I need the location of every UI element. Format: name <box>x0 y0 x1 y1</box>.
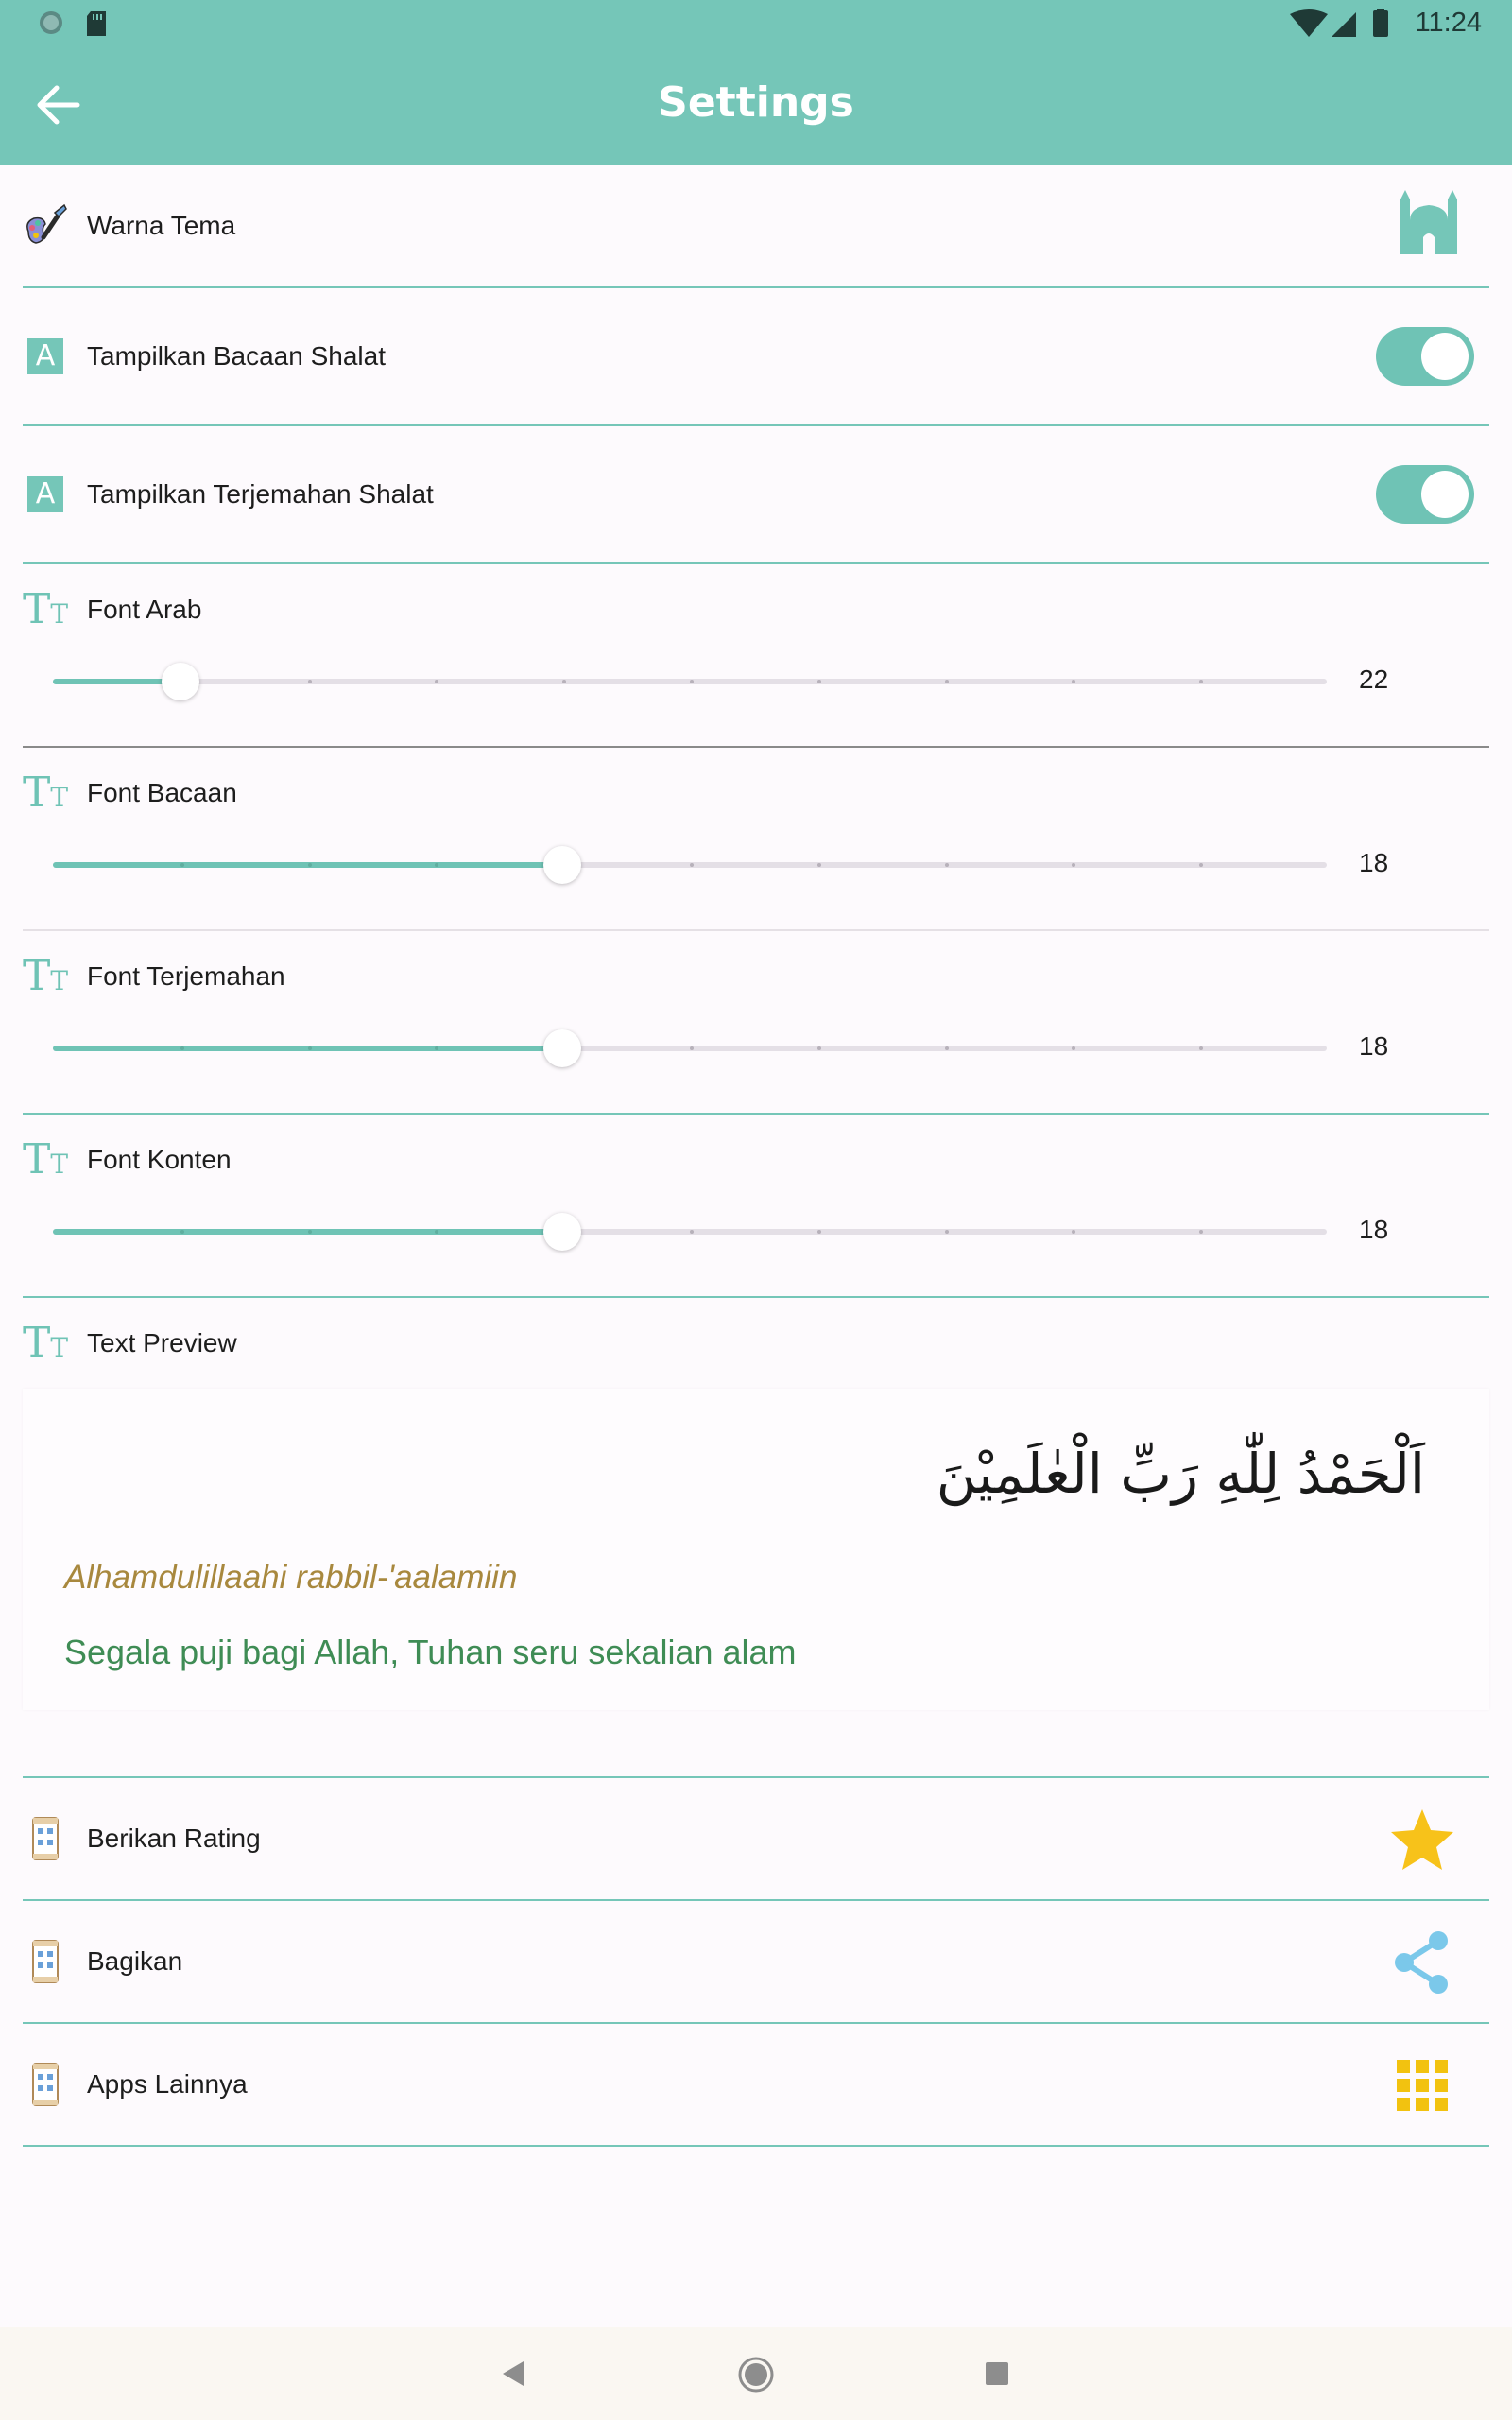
text-preview-label: Text Preview <box>87 1328 237 1357</box>
slider-tick <box>435 1046 438 1050</box>
slider-thumb[interactable] <box>543 846 581 884</box>
font-konten-setting <box>23 1115 1489 1298</box>
app-bar <box>0 46 1512 165</box>
text-size-icon: TT <box>23 1135 69 1184</box>
text-size-icon: TT <box>23 585 69 633</box>
slider-tick <box>817 863 821 867</box>
slider-tick <box>180 863 184 867</box>
text-size-icon: TT <box>23 1319 69 1367</box>
show-prayer-reading-toggle[interactable] <box>1376 327 1474 386</box>
slider-tick <box>308 863 312 867</box>
square-recents-icon <box>985 2361 1009 2386</box>
slider-tick <box>817 1230 821 1234</box>
nav-back-button[interactable] <box>499 2360 527 2388</box>
slider-tick <box>817 1046 821 1050</box>
font-konten-value: 18 <box>1359 1215 1389 1244</box>
font-terjemahan-setting <box>23 931 1489 1115</box>
theme-color-label: Warna Tema <box>87 211 236 240</box>
preview-latin-text: Alhamdulillaahi rabbil-'aalamiin <box>64 1559 518 1596</box>
nav-recents-button[interactable] <box>985 2361 1009 2386</box>
slider-tick <box>1072 1046 1075 1050</box>
font-konten-slider[interactable] <box>53 1229 1327 1235</box>
status-system-icons <box>1290 9 1403 43</box>
rate-app-label: Berikan Rating <box>87 1824 261 1853</box>
show-prayer-reading-label: Tampilkan Bacaan Shalat <box>87 341 386 371</box>
slider-tick <box>180 1046 184 1050</box>
status-time: 11:24 <box>1415 8 1482 38</box>
font-arab-value: 22 <box>1359 665 1389 694</box>
nav-home-button[interactable] <box>737 2356 775 2394</box>
font-konten-label: Font Konten <box>87 1145 232 1174</box>
font-arab-label: Font Arab <box>87 595 202 624</box>
slider-tick <box>1072 863 1075 867</box>
slider-tick <box>308 680 312 683</box>
font-terjemahan-value: 18 <box>1359 1031 1389 1061</box>
slider-tick <box>817 680 821 683</box>
slider-thumb[interactable] <box>543 1029 581 1067</box>
show-prayer-translation-toggle[interactable] <box>1376 465 1474 524</box>
font-bacaan-setting <box>23 748 1489 931</box>
status-bar <box>0 0 1512 46</box>
system-navigation-bar <box>0 2327 1512 2420</box>
text-size-icon: TT <box>23 769 69 817</box>
slider-thumb[interactable] <box>162 663 199 700</box>
slider-thumb[interactable] <box>543 1213 581 1251</box>
slider-tick <box>1199 863 1203 867</box>
slider-tick <box>1199 680 1203 683</box>
circle-home-icon <box>737 2356 775 2394</box>
font-bacaan-slider[interactable] <box>53 862 1327 868</box>
slider-tick <box>690 1046 694 1050</box>
text-size-icon: TT <box>23 952 69 1000</box>
slider-tick <box>690 863 694 867</box>
page-title: Settings <box>658 78 854 127</box>
theme-color-row[interactable] <box>23 165 1489 288</box>
font-terjemahan-label: Font Terjemahan <box>87 961 285 991</box>
toggle-knob <box>1421 333 1469 380</box>
triangle-back-icon <box>499 2360 527 2388</box>
slider-tick <box>308 1230 312 1234</box>
font-terjemahan-slider[interactable] <box>53 1046 1327 1051</box>
letter-a-icon: A <box>23 334 68 379</box>
slider-tick <box>562 680 566 683</box>
toggle-knob <box>1421 471 1469 518</box>
slider-tick <box>180 1230 184 1234</box>
wifi-signal-battery-icons <box>1290 9 1403 39</box>
text-preview-card <box>23 1389 1489 1710</box>
slider-tick <box>1072 1230 1075 1234</box>
slider-tick <box>308 1046 312 1050</box>
section-divider <box>23 1710 1489 1778</box>
slider-tick <box>1072 680 1075 683</box>
slider-tick <box>1199 1230 1203 1234</box>
font-arab-slider[interactable] <box>53 679 1327 684</box>
letter-a-icon: A <box>23 472 68 517</box>
phone-app-icon <box>23 1816 68 1861</box>
palette-icon <box>23 203 68 249</box>
slider-tick <box>690 1230 694 1234</box>
share-label: Bagikan <box>87 1946 183 1976</box>
preview-translation-text: Segala puji bagi Allah, Tuhan seru sekalian alam <box>64 1633 797 1671</box>
share-row[interactable] <box>23 1901 1489 2024</box>
show-prayer-reading-row[interactable] <box>23 288 1489 426</box>
phone-app-icon <box>23 1939 68 1984</box>
slider-tick <box>945 1046 949 1050</box>
slider-tick <box>945 680 949 683</box>
slider-tick <box>435 680 438 683</box>
show-prayer-translation-row[interactable] <box>23 426 1489 564</box>
preview-arabic-text: اَلْحَمْدُ لِلّٰهِ رَبِّ الْعٰلَمِيْنَ <box>936 1442 1425 1506</box>
settings-list <box>23 165 1489 2147</box>
share-icon[interactable] <box>1389 1929 1455 1996</box>
show-prayer-translation-label: Tampilkan Terjemahan Shalat <box>87 479 434 509</box>
text-preview-header <box>23 1298 1489 1389</box>
slider-tick <box>435 863 438 867</box>
slider-tick <box>945 1230 949 1234</box>
slider-tick <box>690 680 694 683</box>
status-notification-icons <box>38 9 132 43</box>
font-bacaan-label: Font Bacaan <box>87 778 237 807</box>
star-icon[interactable] <box>1389 1806 1455 1873</box>
font-arab-setting <box>23 564 1489 748</box>
more-apps-label: Apps Lainnya <box>87 2069 248 2099</box>
notification-icons <box>38 9 132 38</box>
grid-icon[interactable] <box>1389 2052 1455 2118</box>
slider-tick <box>435 1230 438 1234</box>
mosque-icon[interactable] <box>1399 188 1459 256</box>
more-apps-row[interactable] <box>23 2024 1489 2147</box>
phone-app-icon <box>23 2062 68 2107</box>
font-bacaan-value: 18 <box>1359 848 1389 877</box>
rate-app-row[interactable] <box>23 1778 1489 1901</box>
slider-tick <box>1199 1046 1203 1050</box>
slider-tick <box>945 863 949 867</box>
